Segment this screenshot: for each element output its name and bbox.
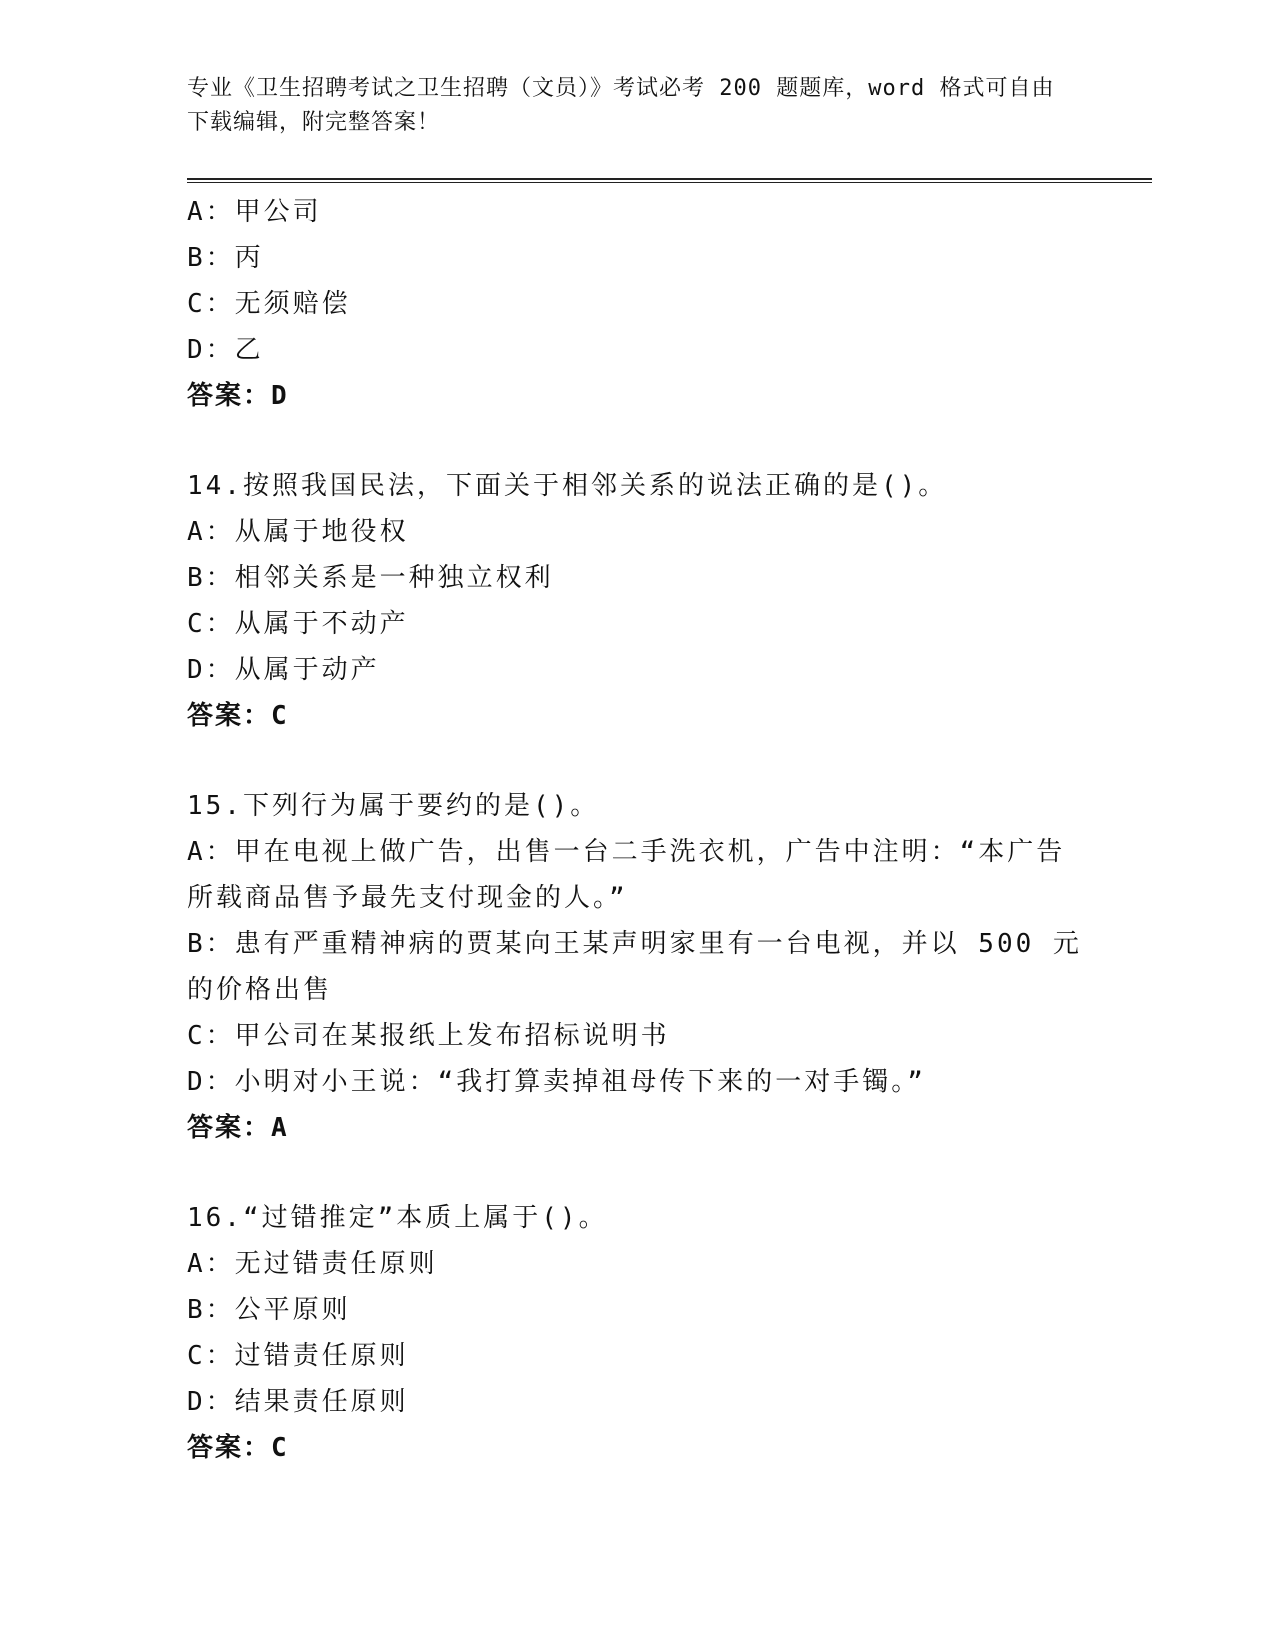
question-stem: 14.按照我国民法，下面关于相邻关系的说法正确的是()。 — [187, 471, 948, 501]
option-d: D：乙 — [187, 335, 264, 365]
option-c: C：无须赔偿 — [187, 289, 351, 319]
option-a: A：无过错责任原则 — [187, 1249, 438, 1279]
answer-line: 答案：D — [187, 381, 289, 411]
option-c: C：从属于不动产 — [187, 609, 409, 639]
answer-line: 答案：A — [187, 1113, 289, 1143]
question-14-block — [187, 463, 1087, 739]
option-d: D：从属于动产 — [187, 655, 380, 685]
question-13-block — [187, 189, 1087, 419]
option-a: A：甲公司 — [187, 197, 322, 227]
option-c: C：过错责任原则 — [187, 1341, 409, 1371]
option-b: B：患有严重精神病的贾某向王某声明家里有一台电视，并以 500 元的价格出售 — [187, 929, 1082, 1005]
question-spacer — [187, 419, 1087, 463]
question-spacer — [187, 1151, 1087, 1195]
question-spacer — [187, 739, 1087, 783]
question-content — [187, 189, 1087, 1471]
question-15-block — [187, 783, 1087, 1151]
document-header: 专业《卫生招聘考试之卫生招聘（文员）》考试必考 200 题题库，word 格式可自由下载编辑，附完整答案！ — [187, 76, 1055, 135]
option-c: C：甲公司在某报纸上发布招标说明书 — [187, 1021, 670, 1051]
question-stem: 15.下列行为属于要约的是()。 — [187, 791, 600, 821]
question-stem: 16.“过错推定”本质上属于()。 — [187, 1203, 608, 1233]
answer-line: 答案：C — [187, 701, 289, 731]
option-d: D：结果责任原则 — [187, 1387, 409, 1417]
answer-line: 答案：C — [187, 1433, 289, 1463]
option-b: B：公平原则 — [187, 1295, 351, 1325]
question-16-block — [187, 1195, 1087, 1471]
option-b: B：相邻关系是一种独立权利 — [187, 563, 554, 593]
option-a: A：甲在电视上做广告，出售一台二手洗衣机，广告中注明：“本广告所载商品售予最先支付现金的人。” — [187, 837, 1066, 913]
option-a: A：从属于地役权 — [187, 517, 409, 547]
header-divider — [187, 178, 1152, 183]
option-d: D：小明对小王说：“我打算卖掉祖母传下来的一对手镯。” — [187, 1067, 926, 1097]
option-b: B：丙 — [187, 243, 264, 273]
